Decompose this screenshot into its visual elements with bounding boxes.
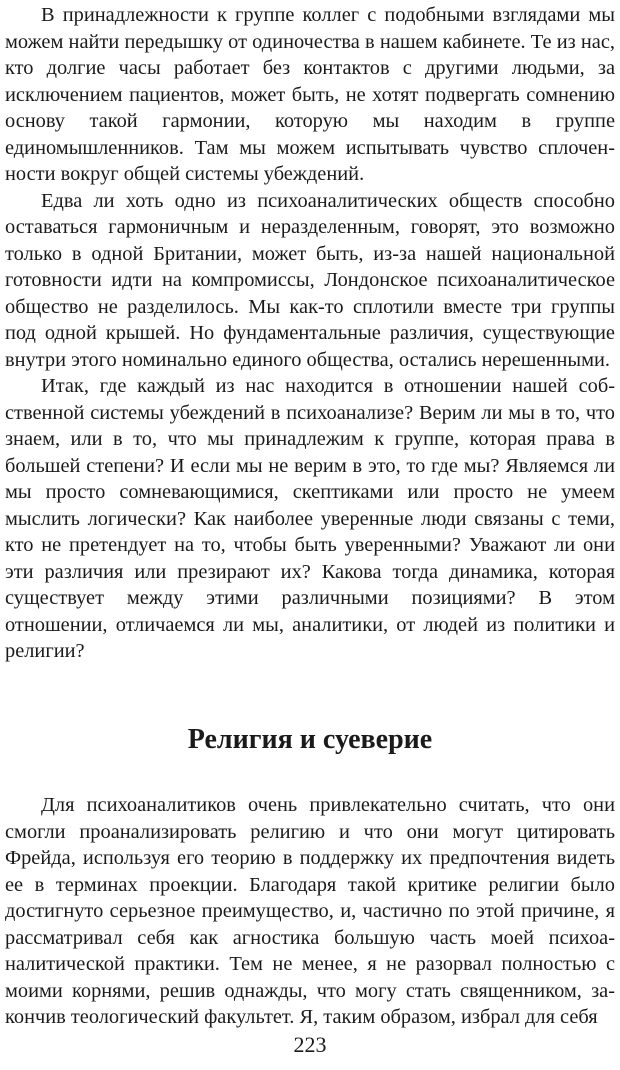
paragraph: В принадлежности к группе коллег с подобными взглядами мы можем найти передышку от одиночества в нашем кабинете. Те из нас, кто долгие часы работает без контактов с другими людьми, за исключением пациентов, может быть, не хотят подвергать сомнению основу такой гармонии, которую мы находим в группе единомышленников. Там мы можем испытывать чувство сплоченности вокруг общей системы убеждений. bbox=[5, 4, 615, 185]
body-text-lower bbox=[5, 792, 615, 1031]
page-number: 223 bbox=[293, 1032, 327, 1057]
paragraph: Итак, где каждый из нас находится в отношении нашей собственной системы убеждений в психоанализе? Верим ли мы в то, что знаем, или в то, что мы принадлежим к группе, которая права в большей степени? И если мы не верим в это, то где мы? Являемся ли мы просто сомневающимися, скептиками или просто не умеем мыслить логически? Как наиболее уверенные люди связаны с теми, кто не претендует на то, чтобы быть уверенными? Уважают ли они эти различия или презирают их? Какова тогда динамика, которая существует между этими различными позициями? В этом отношении, отличаемся ли мы, аналитики, от людей из политики и религии? bbox=[5, 375, 615, 662]
body-text-upper bbox=[5, 2, 615, 665]
paragraph: Едва ли хоть одно из психоаналитических обществ способно оставаться гармоничным и неразделенным, говорят, это возможно только в одной Британии, может быть, из-за нашей национальной готовности идти на компромиссы, Лондонское психоаналитическое общество не разделилось. Мы как-то сплотили вместе три группы под одной крышей. Но фундаментальные различия, существующие внутри этого номинально единого общества, остались нерешенными. bbox=[5, 189, 615, 371]
paragraph: Для психоаналитиков очень привлекательно считать, что они смогли проанализировать религию и что они могут цитировать Фрейда, используя его теорию в поддержку их предпочтения видеть ее в терминах проекции. Благодаря такой критике религии было достигнуто серьезное преимущество, и, частично по этой причине, я рассматривал себя как агностика большую часть моей психоаналитической практики. Тем не менее, я не разорвал полностью с моими корнями, решив однажды, что могу стать священником, закончив теологический факультет. Я, таким образом, избрал для себя bbox=[5, 794, 615, 1028]
section-heading: Религия и суеверие bbox=[187, 724, 433, 755]
